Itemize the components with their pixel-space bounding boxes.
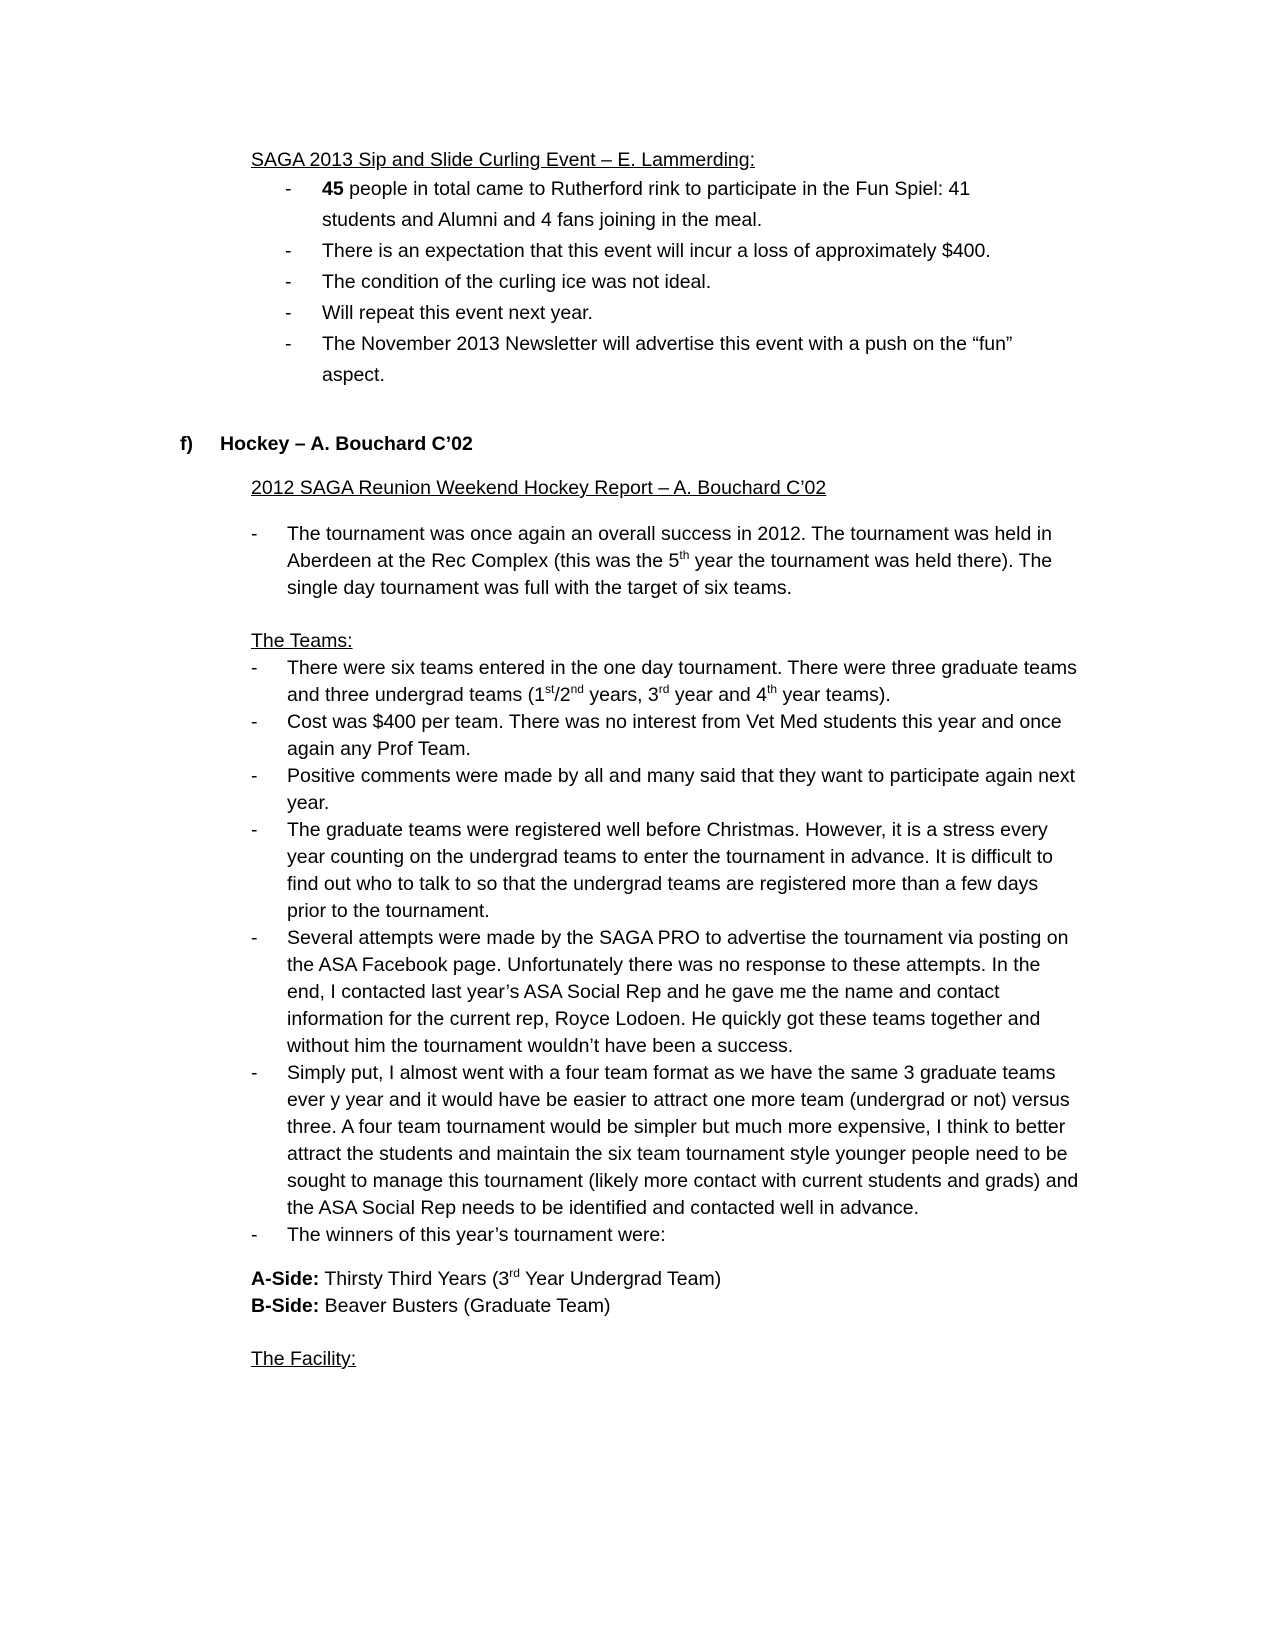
superscript: rd bbox=[509, 1266, 520, 1280]
winner-a-side bbox=[251, 1266, 721, 1293]
list-item-text: Several attempts were made by the SAGA PRO to advertise the tournament via posting on the ASA Facebook page. Unfortunately there was no response to these attempts. In the end, I contacted last year’s ASA Social Rep and he gave me the name and contact information for the current rep, Royce Lodoen. He quickly got these teams together and without him the tournament wouldn’t have been a success. bbox=[287, 927, 1069, 1057]
bullet-dash: - bbox=[285, 333, 292, 355]
list-item-text: people in total came to Rutherford rink to participate in the Fun Spiel: 41 students and Alumni and 4 fans joining in the meal. bbox=[322, 178, 971, 231]
curling-heading: SAGA 2013 Sip and Slide Curling Event – E. Lammerding: bbox=[251, 149, 756, 171]
list-item-text: The November 2013 Newsletter will advertise this event with a push on the “fun” aspect. bbox=[322, 333, 1013, 386]
list-item bbox=[251, 521, 1081, 602]
list-item bbox=[251, 925, 1081, 1060]
list-item-text: years, 3 bbox=[583, 684, 659, 706]
list-item-text: The graduate teams were registered well before Christmas. However, it is a stress every year counting on the undergrad teams to enter the tournament in advance. It is difficult to find out who to talk to so that the undergrad teams are registered more than a few days prior to the tournament. bbox=[287, 819, 1054, 922]
list-item-text: Simply put, I almost went with a four team format as we have the same 3 graduate teams ever y year and it would have be easier to attract one more team (undergrad or not) versus three. A four team tournament would be simpler but much more expensive, I think to better attract the students and maintain the six team tournament style younger people need to be sought to manage this tournament (likely more contact with current students and grads) and the ASA Social Rep needs to be identified and contacted well in advance. bbox=[287, 1062, 1079, 1219]
winner-text: Thirsty Third Years (3 bbox=[319, 1268, 510, 1290]
list-item bbox=[285, 267, 1045, 298]
superscript: st bbox=[545, 682, 555, 696]
bullet-dash: - bbox=[251, 657, 258, 679]
section-title: Hockey – A. Bouchard C’02 bbox=[220, 433, 473, 455]
list-item-text: Will repeat this event next year. bbox=[322, 302, 593, 324]
bullet-dash: - bbox=[251, 765, 258, 787]
list-item-text: There is an expectation that this event will incur a loss of approximately $400. bbox=[322, 240, 991, 262]
teams-heading: The Teams: bbox=[251, 630, 353, 652]
bullet-dash: - bbox=[251, 523, 258, 545]
winner-label: B-Side: bbox=[251, 1295, 320, 1317]
bullet-dash: - bbox=[251, 711, 258, 733]
list-item bbox=[285, 329, 1045, 391]
superscript: nd bbox=[570, 682, 584, 696]
list-item-text: Cost was $400 per team. There was no interest from Vet Med students this year and once again any Prof Team. bbox=[287, 711, 1062, 760]
list-item-text: year teams). bbox=[777, 684, 891, 706]
list-item-text: /2 bbox=[554, 684, 571, 706]
list-item bbox=[251, 1222, 1081, 1249]
list-item-text: The tournament was once again an overall success in 2012. The tournament was held in Aberdeen at the Rec Complex (this was the 5 bbox=[287, 523, 1052, 572]
list-item bbox=[285, 236, 1045, 267]
bullet-dash: - bbox=[251, 819, 258, 841]
winner-b-side bbox=[251, 1293, 610, 1320]
superscript: rd bbox=[658, 682, 670, 696]
list-item-text: year and 4 bbox=[669, 684, 768, 706]
list-item-text: The condition of the curling ice was not ideal. bbox=[322, 271, 712, 293]
winner-label: A-Side: bbox=[251, 1268, 320, 1290]
bullet-dash: - bbox=[285, 302, 292, 324]
winner-text: Beaver Busters (Graduate Team) bbox=[319, 1295, 611, 1317]
list-item-text: year the tournament was held there). The single day tournament was full with the target of six teams. bbox=[287, 550, 1053, 599]
list-item bbox=[251, 1060, 1081, 1222]
attendance-count: 45 bbox=[322, 178, 344, 200]
bullet-dash: - bbox=[285, 178, 292, 200]
section-letter: f) bbox=[180, 433, 193, 455]
superscript: th bbox=[679, 548, 690, 562]
curling-list bbox=[285, 174, 1045, 391]
bullet-dash: - bbox=[251, 1224, 258, 1246]
list-item bbox=[285, 298, 1045, 329]
list-item bbox=[251, 817, 1081, 925]
bullet-dash: - bbox=[251, 927, 258, 949]
list-item-text: There were six teams entered in the one day tournament. There were three graduate teams and three undergrad teams (1 bbox=[287, 657, 1077, 706]
bullet-dash: - bbox=[285, 271, 292, 293]
list-item bbox=[251, 709, 1081, 763]
list-item bbox=[251, 655, 1081, 709]
facility-heading: The Facility: bbox=[251, 1348, 357, 1370]
report-heading: 2012 SAGA Reunion Weekend Hockey Report – A. Bouchard C’02 bbox=[251, 477, 827, 499]
bullet-dash: - bbox=[251, 1062, 258, 1084]
winner-text: Year Undergrad Team) bbox=[519, 1268, 722, 1290]
report-list bbox=[251, 521, 1081, 602]
list-item-text: Positive comments were made by all and many said that they want to participate again next year. bbox=[287, 765, 1075, 814]
bullet-dash: - bbox=[285, 240, 292, 262]
list-item-text: The winners of this year’s tournament were: bbox=[287, 1224, 666, 1246]
list-item bbox=[285, 174, 1045, 236]
teams-list bbox=[251, 655, 1081, 1249]
superscript: th bbox=[767, 682, 778, 696]
list-item bbox=[251, 763, 1081, 817]
